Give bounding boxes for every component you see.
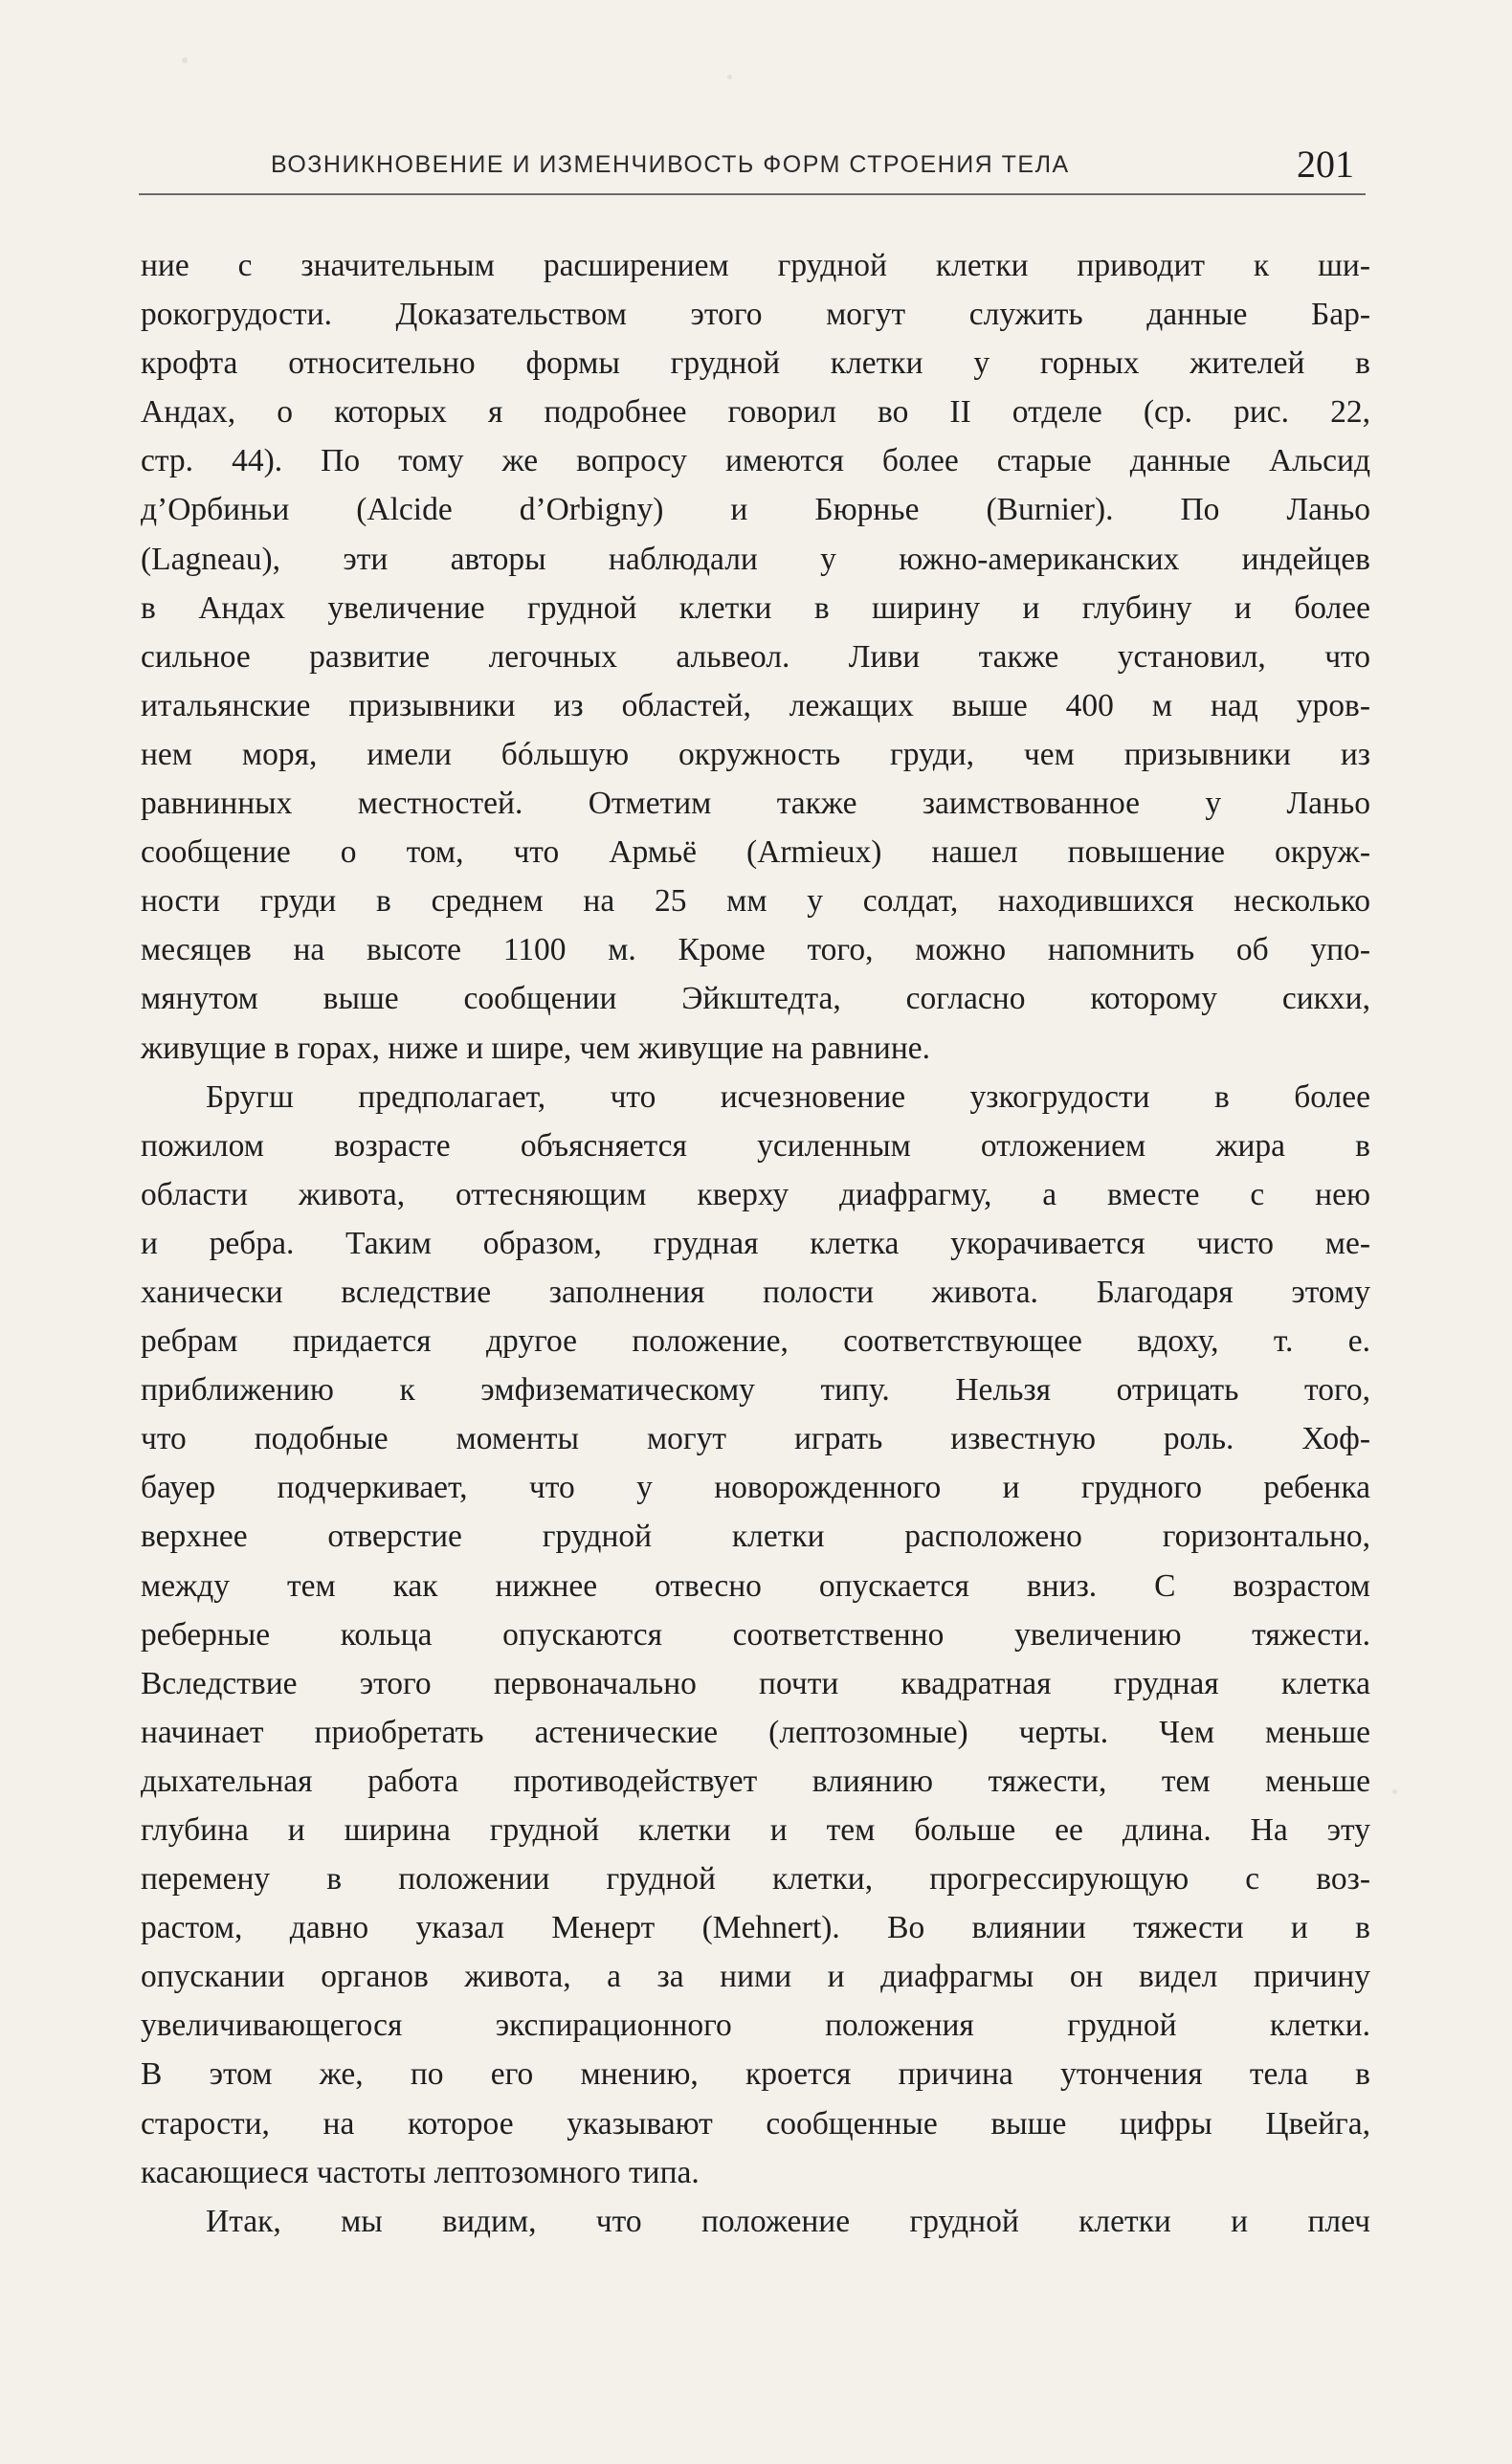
text-line: Итак, мы видим, что положение грудной клетки и плеч <box>206 2203 1370 2239</box>
text-line: бауер подчеркивает, что у новорожденного и грудного ребенка <box>141 1470 1370 1506</box>
text-line: стр. 44). По тому же вопросу имеются более старые данные Альсид <box>141 443 1370 479</box>
running-head <box>139 142 1364 189</box>
paragraph-1 <box>141 241 1370 1073</box>
text-line: ханически вследствие заполнения полости живота. Благодаря этому <box>141 1274 1370 1310</box>
page-number: 201 <box>1297 143 1354 186</box>
text-line: между тем как нижнее отвесно опускается вниз. С возрастом <box>141 1567 1370 1604</box>
text-line: ребрам придается другое положение, соответствующее вдоху, т. е. <box>141 1323 1370 1360</box>
text-line: нем моря, имели бóльшую окружность груди, чем призывники из <box>141 736 1370 772</box>
text-line: пожилом возрасте объясняется усиленным отложением жира в <box>141 1127 1370 1164</box>
text-line: глубина и ширина грудной клетки и тем больше ее длина. На эту <box>141 1812 1370 1848</box>
text-line: Вследствие этого первоначально почти квадратная грудная клетка <box>141 1665 1370 1701</box>
text-line: и ребра. Таким образом, грудная клетка укорачивается чисто ме- <box>141 1225 1370 1261</box>
text-line: В этом же, по его мнению, кроется причина утончения тела в <box>141 2056 1370 2093</box>
text-line: области живота, оттесняющим кверху диафрагму, а вместе с нею <box>141 1176 1370 1212</box>
text-line: живущие в горах, ниже и шире, чем живущие на равнине. <box>141 1030 931 1066</box>
text-line: опускании органов живота, а за ними и диафрагмы он видел причину <box>141 1959 1370 1995</box>
text-line: месяцев на высоте 1100 м. Кроме того, можно напомнить об упо- <box>141 932 1370 968</box>
text-line: итальянские призывники из областей, лежащих выше 400 м над уров- <box>141 687 1370 723</box>
text-line: растом, давно указал Менерт (Mehnert). Во влиянии тяжести и в <box>141 1910 1370 1946</box>
running-title: ВОЗНИКНОВЕНИЕ И ИЗМЕНЧИВОСТЬ ФОРМ СТРОЕНИЯ ТЕЛА <box>271 151 1070 178</box>
paper-speck <box>1392 1789 1397 1794</box>
text-line: касающиеся частоты лептозомного типа. <box>141 2154 700 2190</box>
text-line: приближению к эмфизематическому типу. Нельзя отрицать того, <box>141 1372 1370 1409</box>
text-line: в Андах увеличение грудной клетки в ширину и глубину и более <box>141 589 1370 626</box>
text-line: Андах, о которых я подробнее говорил во II отделе (ср. рис. 22, <box>141 394 1370 431</box>
text-line: (Lagneau), эти авторы наблюдали у южно-американских индейцев <box>141 541 1370 577</box>
text-line: сообщение о том, что Армьё (Armieux) нашел повышение окруж- <box>141 834 1370 871</box>
text-line: сильное развитие легочных альвеол. Ливи также установил, что <box>141 638 1370 675</box>
text-line: дыхательная работа противодействует влиянию тяжести, тем меньше <box>141 1763 1370 1799</box>
text-line: ности груди в среднем на 25 мм у солдат, находившихся несколько <box>141 883 1370 920</box>
header-rule <box>139 193 1366 195</box>
text-line: что подобные моменты могут играть известную роль. Хоф- <box>141 1421 1370 1457</box>
paragraph-2 <box>141 1073 1370 2197</box>
text-line: старости, на которое указывают сообщенные выше цифры Цвейга, <box>141 2105 1370 2142</box>
paragraph-3 <box>141 2197 1370 2246</box>
text-line: д’Орбиньи (Alcide d’Orbigny) и Бюрнье (Burnier). По Ланьо <box>141 492 1370 528</box>
text-line: начинает приобретать астенические (лептозомные) черты. Чем меньше <box>141 1714 1370 1750</box>
paper-speck <box>727 75 732 79</box>
text-line: ние с значительным расширением грудной клетки приводит к ши- <box>141 248 1370 283</box>
text-body <box>141 241 1370 2246</box>
text-line: перемену в положении грудной клетки, прогрессирующую с воз- <box>141 1861 1370 1898</box>
text-line: мянутом выше сообщении Эйкштедта, согласно которому сикхи, <box>141 981 1370 1017</box>
text-line: крофта относительно формы грудной клетки у горных жителей в <box>141 345 1370 382</box>
text-line: увеличивающегося экспирационного положения грудной клетки. <box>141 2008 1370 2044</box>
paper-speck <box>182 57 188 63</box>
text-line: Бругш предполагает, что исчезновение узкогрудости в более <box>206 1078 1370 1115</box>
text-line: рокогрудости. Доказательством этого могут служить данные Бар- <box>141 297 1370 333</box>
text-line: верхнее отверстие грудной клетки расположено горизонтально, <box>141 1519 1370 1555</box>
text-line: равнинных местностей. Отметим также заимствованное у Ланьо <box>141 786 1370 822</box>
text-line: реберные кольца опускаются соответственно увеличению тяжести. <box>141 1616 1370 1653</box>
